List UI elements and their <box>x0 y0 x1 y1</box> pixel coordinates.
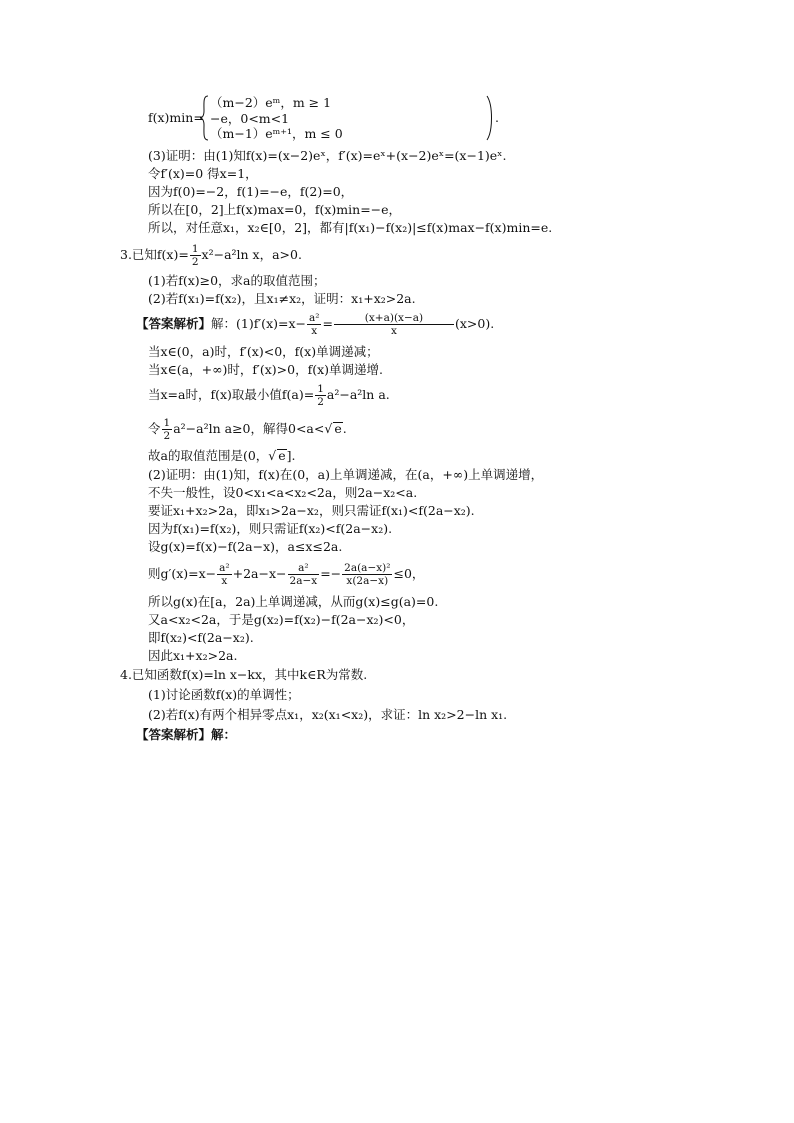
answer-4: 【答案解析】解： <box>136 727 237 742</box>
answer-line: 当x=a时，f(x)取最小值f(a)= $\frac{1}{2}$ a²−a²ln a. <box>148 383 390 408</box>
question-4-part-1: (1)讨论函数f(x)的单调性； <box>148 687 300 702</box>
fraction-half: $\frac{1}{2}$ <box>191 243 199 268</box>
piecewise-tail: . <box>495 110 499 125</box>
sqrt-e: e <box>334 421 342 436</box>
answer-label: 【答案解析】 <box>136 727 212 742</box>
answer-line: 不失一般性，设0<x₁<a<x₂<2a，则2a−x₂<a. <box>148 485 418 500</box>
sqrt-e: e <box>278 448 286 463</box>
question-3-part-1: (1)若f(x)≥0，求a的取值范围； <box>148 273 326 288</box>
piecewise-rows <box>210 95 343 142</box>
proof-line: 因为f(0)=−2，f(1)=−e，f(2)=0， <box>148 184 354 199</box>
answer-line: 则g′(x)=x− $\frac{\text{a²}}{x}$ +2a−x− $\frac{\text{a²}}{2a-x}$ =− $\frac{\text{2a(a−x)²}}{x(2a-x)}$ ≤0， <box>148 562 425 587</box>
answer-line: 设g(x)=f(x)−f(2a−x)，a≤x≤2a. <box>148 539 343 554</box>
left-brace-icon <box>199 95 209 141</box>
answer-line: 令 $\frac{1}{2}$ a²−a²ln a≥0，解得0<a<√ e. <box>148 417 347 442</box>
question-4-part-2: (2)若f(x)有两个相异零点x₁，x₂(x₁<x₂)，求证：ln x₂>2−ln x₁. <box>148 707 508 722</box>
answer-line: 又a<x₂<2a，于是g(x₂)=f(x₂)−f(2a−x₂)<0， <box>148 612 415 627</box>
answer-line: 故a的取值范围是(0，√ e]. <box>148 448 296 463</box>
proof-line: 所以在[0，2]上f(x)max=0，f(x)min=−e， <box>148 202 402 217</box>
right-paren-icon <box>486 95 494 141</box>
fraction: $\frac{\text{a²}}{x}$ <box>219 562 230 587</box>
fraction: $\frac{\text{a²}}{x}$ <box>309 312 320 337</box>
piecewise-row: （m−2）eᵐ，m ≥ 1 <box>210 95 332 110</box>
fraction: $\frac{\text{2a(a−x)²}}{x(2a-x)}$ <box>344 562 391 587</box>
piecewise-row: −e，0<m<1 <box>210 110 290 126</box>
answer-3-derivative: 【答案解析】解：(1)f′(x)=x− $\frac{\text{a²}}{x}$ = $\frac{(x+a)(x-a)}{x}$ (x>0). <box>136 312 495 337</box>
question-3-part-2: (2)若f(x₁)=f(x₂)，且x₁≠x₂，证明：x₁+x₂>2a. <box>148 291 416 306</box>
answer-line: 因此x₁+x₂>2a. <box>148 648 238 663</box>
answer-line: 当x∈(a，+∞)时，f′(x)>0，f(x)单调递增. <box>148 362 383 377</box>
answer-line: 当x∈(0，a)时，f′(x)<0，f(x)单调递减； <box>148 344 379 359</box>
proof-line: (3)证明：由(1)知f(x)=(x−2)eˣ，f′(x)=eˣ+(x−2)eˣ=(x−1)eˣ. <box>148 148 507 163</box>
answer-label: 【答案解析】 <box>136 316 212 331</box>
answer-line: 所以g(x)在[a，2a)上单调递减，从而g(x)≤g(a)=0. <box>148 594 439 609</box>
fraction-half: $\frac{1}{2}$ <box>163 417 171 442</box>
proof-line: 所以，对任意x₁，x₂∈[0，2]，都有|f(x₁)−f(x₂)|≤f(x)max−f(x)min=e. <box>148 220 553 235</box>
question-4: 4.已知函数f(x)=ln x−kx，其中k∈R为常数. <box>120 667 368 682</box>
fraction-half: $\frac{1}{2}$ <box>317 383 324 408</box>
answer-line: 要证x₁+x₂>2a，即x₁>2a−x₂，则只需证f(x₁)<f(2a−x₂). <box>148 503 475 518</box>
proof-line: 令f′(x)=0 得x=1， <box>148 166 258 181</box>
piecewise-lhs: f(x)min= <box>148 110 204 125</box>
answer-line: 因为f(x₁)=f(x₂)，则只需证f(x₂)<f(2a−x₂). <box>148 521 393 536</box>
fraction: $\frac{\text{a²}}{2a-x}$ <box>289 562 318 587</box>
fraction: $\frac{(x+a)(x-a)}{x}$ <box>334 312 454 337</box>
question-3: 3.已知f(x)= $\frac{1}{2}$ x²−a²ln x，a>0. <box>120 243 302 268</box>
answer-line: (2)证明：由(1)知，f(x)在(0，a)上单调递减，在(a，+∞)上单调递增， <box>148 467 544 482</box>
answer-line: 即f(x₂)<f(2a−x₂). <box>148 630 254 645</box>
piecewise-row: （m−1）eᵐ⁺¹，m ≤ 0 <box>210 126 343 141</box>
